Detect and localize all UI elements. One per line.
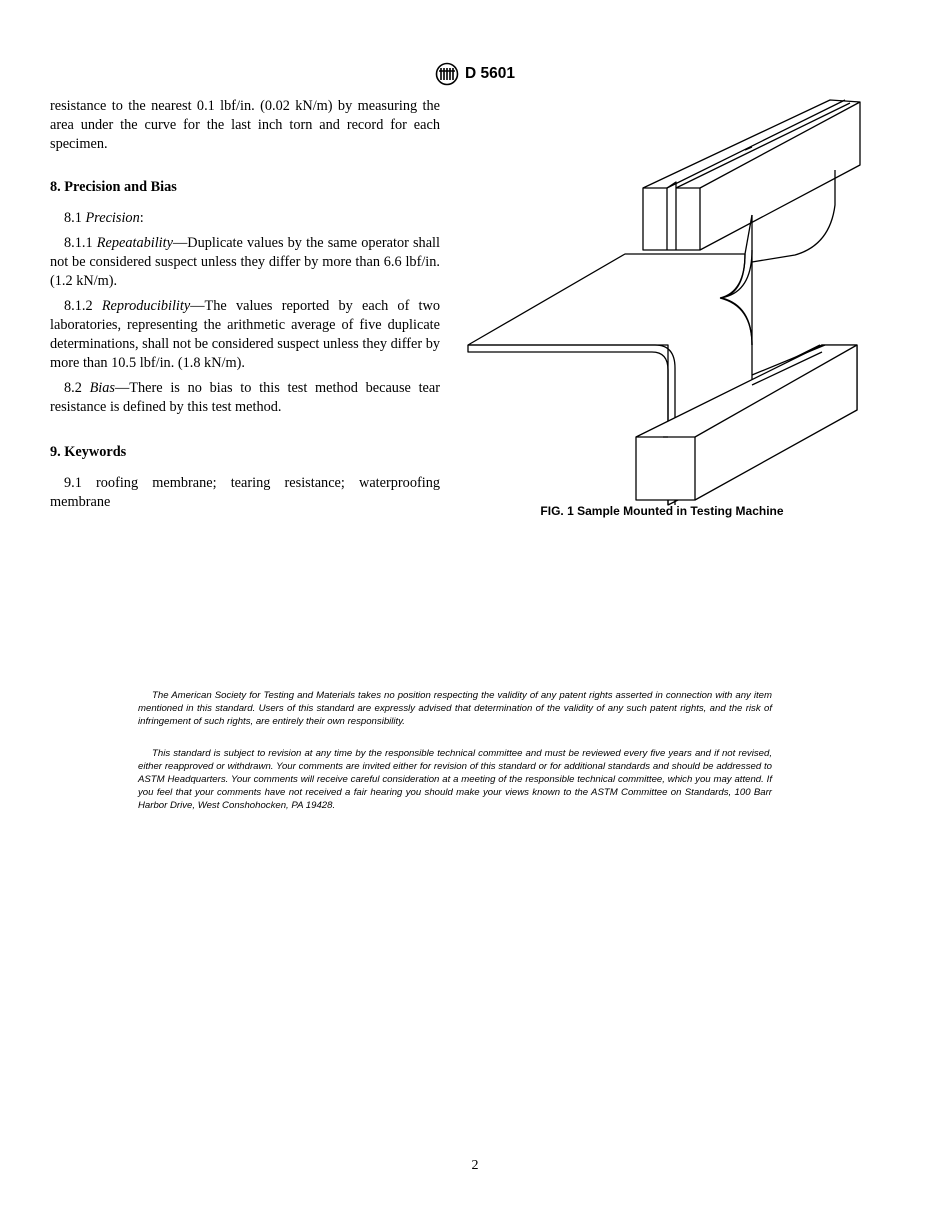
left-column [50, 97, 440, 518]
page-number: 2 [471, 1158, 479, 1173]
paragraph-8-1: 8.1 Precision: [64, 210, 144, 226]
section-heading-keywords: 9. Keywords [50, 444, 127, 460]
revision-notice [138, 747, 772, 812]
patent-notice-text: The American Society for Testing and Materials takes no position respecting the validity of any patent rights asserted in connection with any item mentioned in this standard. Users of this standard are expressly advised that determination of the validity of any such patent rights, and the risk of infringement of such rights, are entirely their own responsibility. [138, 690, 772, 727]
page-header [0, 62, 950, 86]
paragraph-8-1-1: 8.1.1 Repeatability—Duplicate values by the same operator shall not be considered suspect unless they differ by more than 6.6 lbf/in. (1.2 kN/m). [50, 235, 440, 289]
revision-notice-text: This standard is subject to revision at any time by the responsible technical committee and must be reviewed every five years and if not revised, either reapproved or withdrawn. Your comments are invited either for revision of this standard or for additional standards and should be addressed to ASTM Headquarters. Your comments will receive careful consideration at a meeting of the responsible technical committee, which you may attend. If you feel that your comments have not received a fair hearing you should make your views known to the ASTM Committee on Standards, 100 Barr Harbor Drive, West Conshohocken, PA 19428. [138, 748, 772, 811]
paragraph-8-1-2: 8.1.2 Reproducibility—The values reported by each of two laboratories, representing the arithmetic average of five duplicate determinations, shall not be considered suspect unless they differ by more than 10.5 lbf/in. (1.8 kN/m). [50, 298, 440, 371]
section-heading-precision-bias: 8. Precision and Bias [50, 179, 177, 195]
figure-1 [462, 97, 862, 507]
astm-logo-icon [435, 62, 459, 86]
figure-caption: FIG. 1 Sample Mounted in Testing Machine [540, 504, 784, 518]
patent-notice [138, 689, 772, 728]
continued-paragraph: resistance to the nearest 0.1 lbf/in. (0.02 kN/m) by measuring the area under the curve for the last inch torn and record for each specimen. [50, 98, 440, 152]
standard-designation: D 5601 [465, 65, 515, 82]
paragraph-8-2: 8.2 Bias—There is no bias to this test method because tear resistance is defined by this test method. [50, 380, 440, 415]
paragraph-9-1: 9.1 roofing membrane; tearing resistance; waterproofing membrane [50, 475, 440, 510]
sample-mounted-drawing [462, 97, 862, 507]
